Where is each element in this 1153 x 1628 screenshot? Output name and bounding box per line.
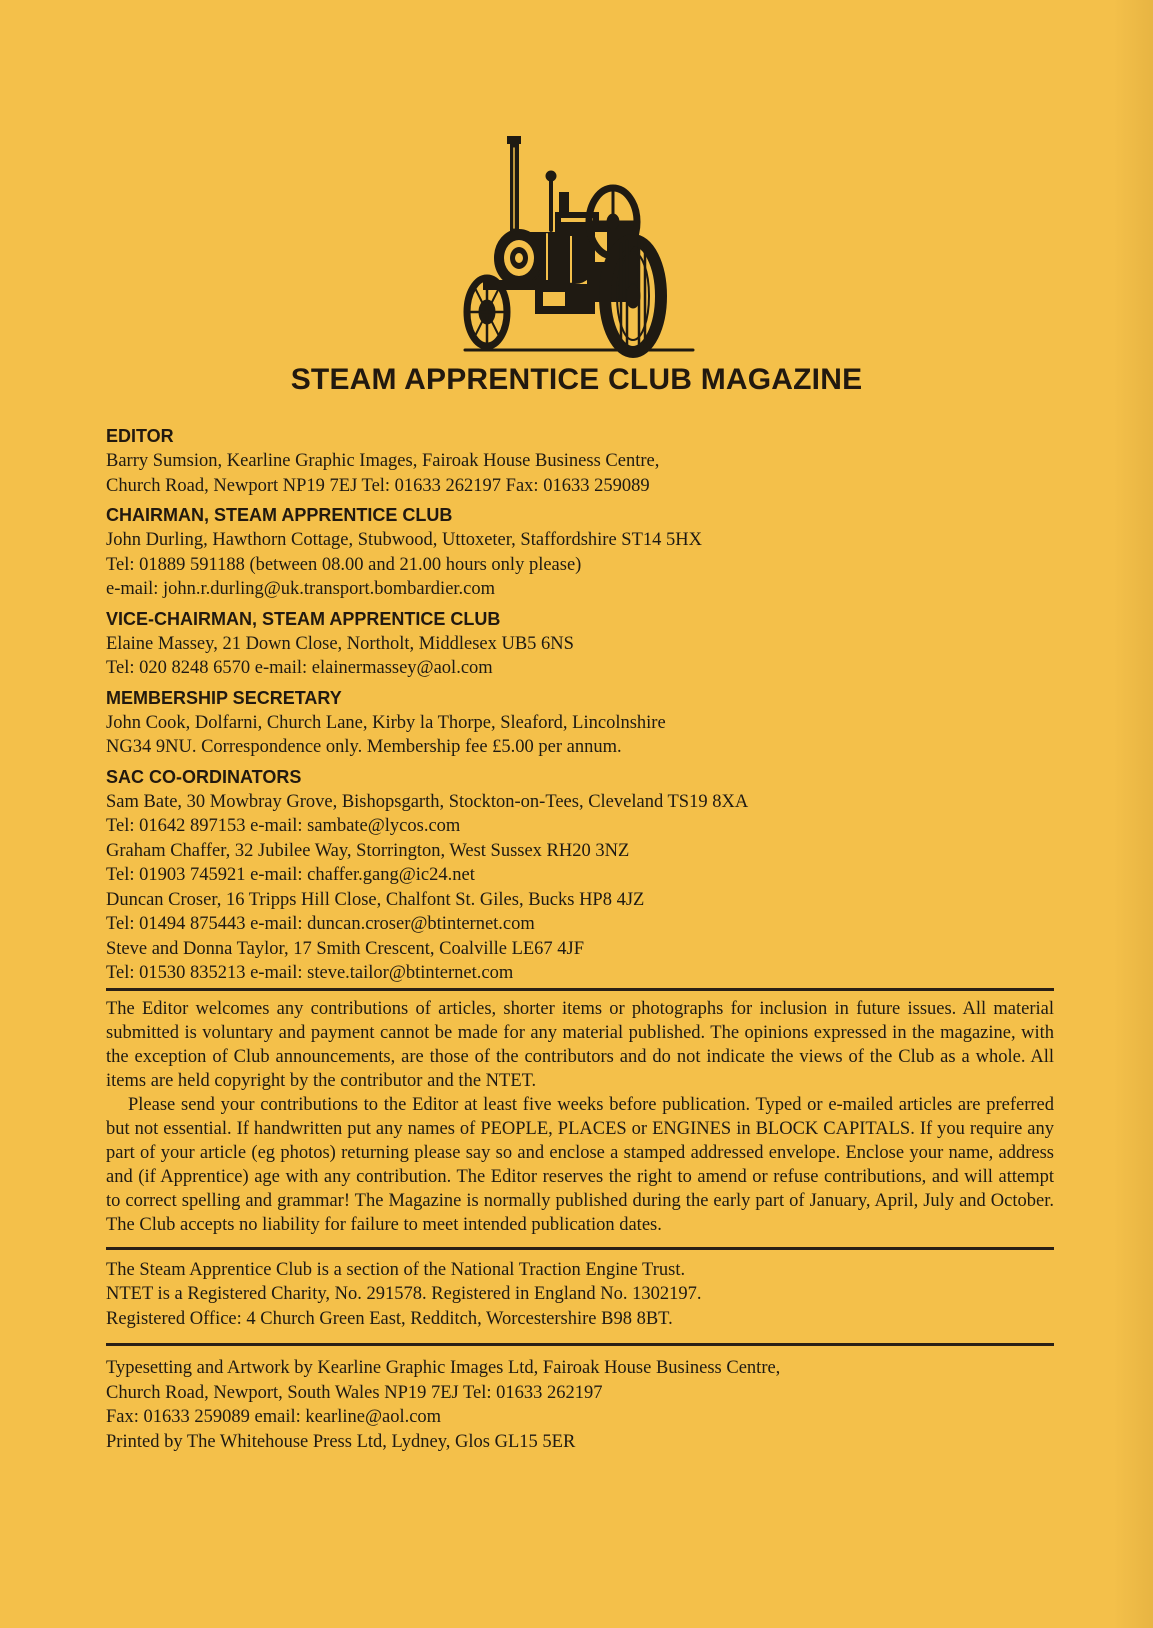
divider (106, 1247, 1054, 1250)
section-heading: VICE-CHAIRMAN, STEAM APPRENTICE CLUB (106, 608, 501, 629)
production-line: Fax: 01633 259089 email: kearline@aol.com (106, 1407, 442, 1427)
contact-line: John Cook, Dolfarni, Church Lane, Kirby la Thorpe, Sleaford, Lincolnshire (106, 712, 666, 733)
coordinators-section (106, 765, 1054, 986)
production-line: Typesetting and Artwork by Kearline Graphic Images Ltd, Fairoak House Business Centre, (106, 1358, 781, 1378)
trust-line: NTET is a Registered Charity, No. 291578. Registered in England No. 1302197. (106, 1284, 702, 1304)
contact-line: Tel: 01494 875443 e-mail: duncan.croser@btinternet.com (106, 914, 535, 934)
section-heading: MEMBERSHIP SECRETARY (106, 687, 342, 708)
chairman-section (106, 503, 1054, 602)
traction-engine-icon (463, 134, 695, 360)
production-info (106, 1356, 1054, 1454)
contact-line: Elaine Massey, 21 Down Close, Northolt, Middlesex UB5 6NS (106, 633, 574, 654)
contact-line: Tel: 01903 745921 e-mail: chaffer.gang@ic24.net (106, 865, 475, 885)
contact-line: Tel: 01642 897153 e-mail: sambate@lycos.com (106, 816, 461, 836)
magazine-title: STEAM APPRENTICE CLUB MAGAZINE (290, 363, 863, 396)
editor-section (106, 424, 1054, 498)
notice-paragraph: Please send your contributions to the Editor at least five weeks before publication. Typed or e-mailed articles are preferred but not essential. If handwritten put any names of PEOPLE, PLACES or ENGINES in BLOCK CAPITALS. If you require any part of your article (eg photos) returning please say so and enclose a stamped addressed envelope. Enclose your name, address and (if Apprentice) age with any contribution. The Editor reserves the right to amend or refuse contributions, and will attempt to correct spelling and grammar! The Magazine is normally published during the early part of January, April, July and October. The Club accepts no liability for failure to meet intended publication dates. (106, 1094, 1054, 1235)
contact-line: NG34 9NU. Correspondence only. Membership fee £5.00 per annum. (106, 737, 622, 757)
contact-line: Barry Sumsion, Kearline Graphic Images, Fairoak House Business Centre, (106, 451, 660, 471)
contact-line: Steve and Donna Taylor, 17 Smith Crescent, Coalville LE67 4JF (106, 938, 585, 959)
trust-info (106, 1258, 1054, 1332)
divider (106, 988, 1054, 991)
contact-line: Tel: 01889 591188 (between 08.00 and 21.00 hours only please) (106, 554, 582, 575)
section-heading: EDITOR (106, 426, 174, 446)
contact-line: e-mail: john.r.durling@uk.transport.bombardier.com (106, 579, 496, 599)
editorial-notice (106, 997, 1054, 1237)
trust-line: The Steam Apprentice Club is a section of the National Traction Engine Trust. (106, 1259, 686, 1280)
page-edge-shadow (1113, 0, 1153, 1628)
contact-line: Sam Bate, 30 Mowbray Grove, Bishopsgarth, Stockton-on-Tees, Cleveland TS19 8XA (106, 791, 749, 812)
notice-paragraph: The Editor welcomes any contributions of articles, shorter items or photographs for inclusion in future issues. All material submitted is voluntary and payment cannot be made for any material published. The opinions expressed in the magazine, with the exception of Club announcements, are those of the contributors and do not indicate the views of the Club as a whole. All items are held copyright by the contributor and the NTET. (106, 998, 1054, 1091)
contact-line: Graham Chaffer, 32 Jubilee Way, Storrington, West Sussex RH20 3NZ (106, 840, 630, 861)
page-content (106, 424, 1054, 1454)
contact-line: John Durling, Hawthorn Cottage, Stubwood, Uttoxeter, Staffordshire ST14 5HX (106, 530, 702, 550)
section-heading: SAC CO-ORDINATORS (106, 766, 302, 787)
trust-line: Registered Office: 4 Church Green East, Redditch, Worcestershire B98 8BT. (106, 1308, 673, 1329)
production-line: Printed by The Whitehouse Press Ltd, Lydney, Glos GL15 5ER (106, 1431, 576, 1452)
vice-chairman-section (106, 607, 1054, 681)
divider (106, 1343, 1054, 1346)
contact-line: Church Road, Newport NP19 7EJ Tel: 01633 262197 Fax: 01633 259089 (106, 475, 650, 496)
section-heading: CHAIRMAN, STEAM APPRENTICE CLUB (106, 505, 453, 525)
contact-line: Duncan Croser, 16 Tripps Hill Close, Chalfont St. Giles, Bucks HP8 4JZ (106, 889, 645, 910)
production-line: Church Road, Newport, South Wales NP19 7EJ Tel: 01633 262197 (106, 1382, 603, 1403)
contact-line: Tel: 01530 835213 e-mail: steve.tailor@btinternet.com (106, 963, 514, 983)
membership-secretary-section (106, 686, 1054, 760)
contact-line: Tel: 020 8248 6570 e-mail: elainermassey@aol.com (106, 658, 493, 678)
